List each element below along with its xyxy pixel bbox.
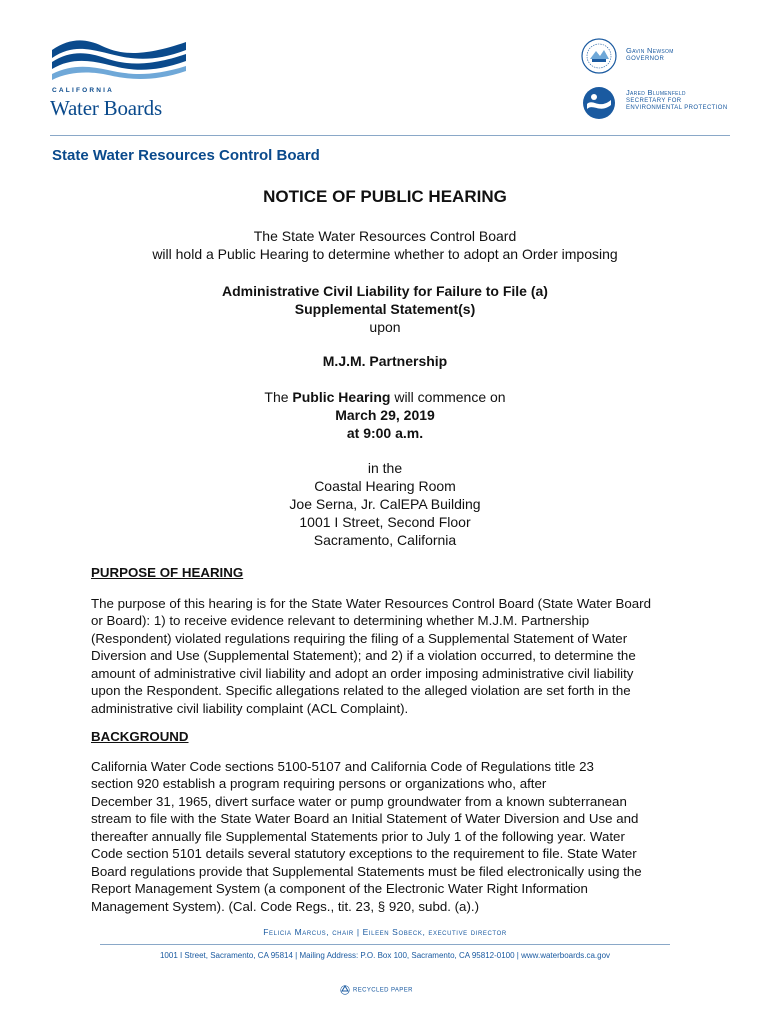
secretary-title-line1: SECRETARY FOR [626,98,682,104]
recycled-text: RECYCLED PAPER [353,987,413,994]
location-line: Sacramento, California [313,532,457,548]
background-line: Management System). (Cal. Code Regs., tit. 23, § 920, subd. (a).) [91,898,479,914]
commence-suffix: will commence on [390,389,506,405]
background-line: December 31, 1965, divert surface water or pump groundwater from a known subterranean [91,793,627,809]
purpose-section [91,564,691,717]
purpose-line: The purpose of this hearing is for the State Water Resources Control Board (State Water Board [91,595,651,611]
footer-divider [100,944,670,945]
recycled-paper-mark [340,985,440,995]
location-line: Coastal Hearing Room [314,478,456,494]
governor-title: GOVERNOR [626,56,665,62]
background-line: thereafter annually file Supplemental Statements prior to July 1 of the following year. Water [91,828,625,844]
subject-line-1: Administrative Civil Liability for Failure to File (a) [222,283,548,299]
notice-title: NOTICE OF PUBLIC HEARING [263,187,507,206]
location-in-the: in the [367,460,403,476]
footer-people: Felicia Marcus, chair | Eileen Sobeck, executive director [263,927,507,937]
officials-block [580,37,730,122]
water-boards-logo [50,36,190,120]
commence-prefix: The [264,389,293,405]
purpose-line: Diversion and Use (Supplemental Statement); and 2) if a violation occurred, to determine the [91,648,636,663]
background-line: Report Management System (a component of the Electronic Water Right Information [91,881,588,896]
purpose-heading: PURPOSE OF HEARING [91,565,244,580]
governor-name: Gavin Newsom [626,46,674,55]
footer-address: 1001 I Street, Sacramento, CA 95814 | Mailing Address: P.O. Box 100, Sacramento, CA 95812-0100 | www.waterboards.ca.gov [159,951,611,960]
purpose-line: amount of administrative civil liability and adopt an order imposing administrative civil liability [91,665,634,681]
location-line: Joe Serna, Jr. CalEPA Building [289,496,481,512]
california-seal-icon [580,37,618,75]
purpose-line: upon the Respondent. Specific allegations related to the alleged violation are set forth in the [91,683,631,698]
location-line: 1001 I Street, Second Floor [299,514,471,530]
intro-line-1: The State Water Resources Control Board [253,228,517,244]
commence-bold: Public Hearing [292,389,391,405]
background-line: California Water Code sections 5100-5107 and California Code of Regulations title 23 [91,758,594,774]
background-line: Board regulations provide that Supplemental Statements must be filed electronically using the [91,863,642,879]
subject-upon: upon [369,319,401,335]
logo-state-text: CALIFORNIA [52,87,115,94]
background-line: section 920 establish a program requiring persons or organizations who, after [91,776,547,791]
hearing-schedule [70,388,700,442]
notice-subject [70,282,700,336]
purpose-line: administrative civil liability complaint (ACL Complaint). [91,700,409,716]
hearing-location [70,459,700,549]
background-line: stream to file with the State Water Board an Initial Statement of Water Diversion and Use and [91,811,639,826]
waves-icon [50,36,190,86]
logo-name-text: Water Boards [50,96,162,120]
header-divider [50,135,730,136]
notice-intro [70,227,700,263]
hearing-date: March 29, 2019 [335,407,435,423]
background-heading: BACKGROUND [91,729,189,744]
secretary-name: Jared Blumenfeld [626,88,686,97]
hearing-time: at 9:00 a.m. [346,425,424,441]
purpose-line: or Board): 1) to receive evidence relevant to determining whether M.J.M. Partnership [91,613,590,628]
respondent-name: M.J.M. Partnership [322,353,448,369]
purpose-line: (Respondent) violated regulations requiring the filing of a Supplemental Statement of Water [91,630,628,646]
recycle-icon [340,985,350,995]
board-name: State Water Resources Control Board [52,147,320,164]
background-line: Code section 5101 details several statutory exceptions to the requirement to file. State Water [91,846,637,861]
intro-line-2: will hold a Public Hearing to determine whether to adopt an Order imposing [152,246,618,262]
background-section [91,728,691,915]
calepa-logo-icon [582,86,616,120]
commence-line [70,388,700,406]
secretary-title-line2: ENVIRONMENTAL PROTECTION [626,105,728,111]
subject-line-2: Supplemental Statement(s) [294,301,476,317]
